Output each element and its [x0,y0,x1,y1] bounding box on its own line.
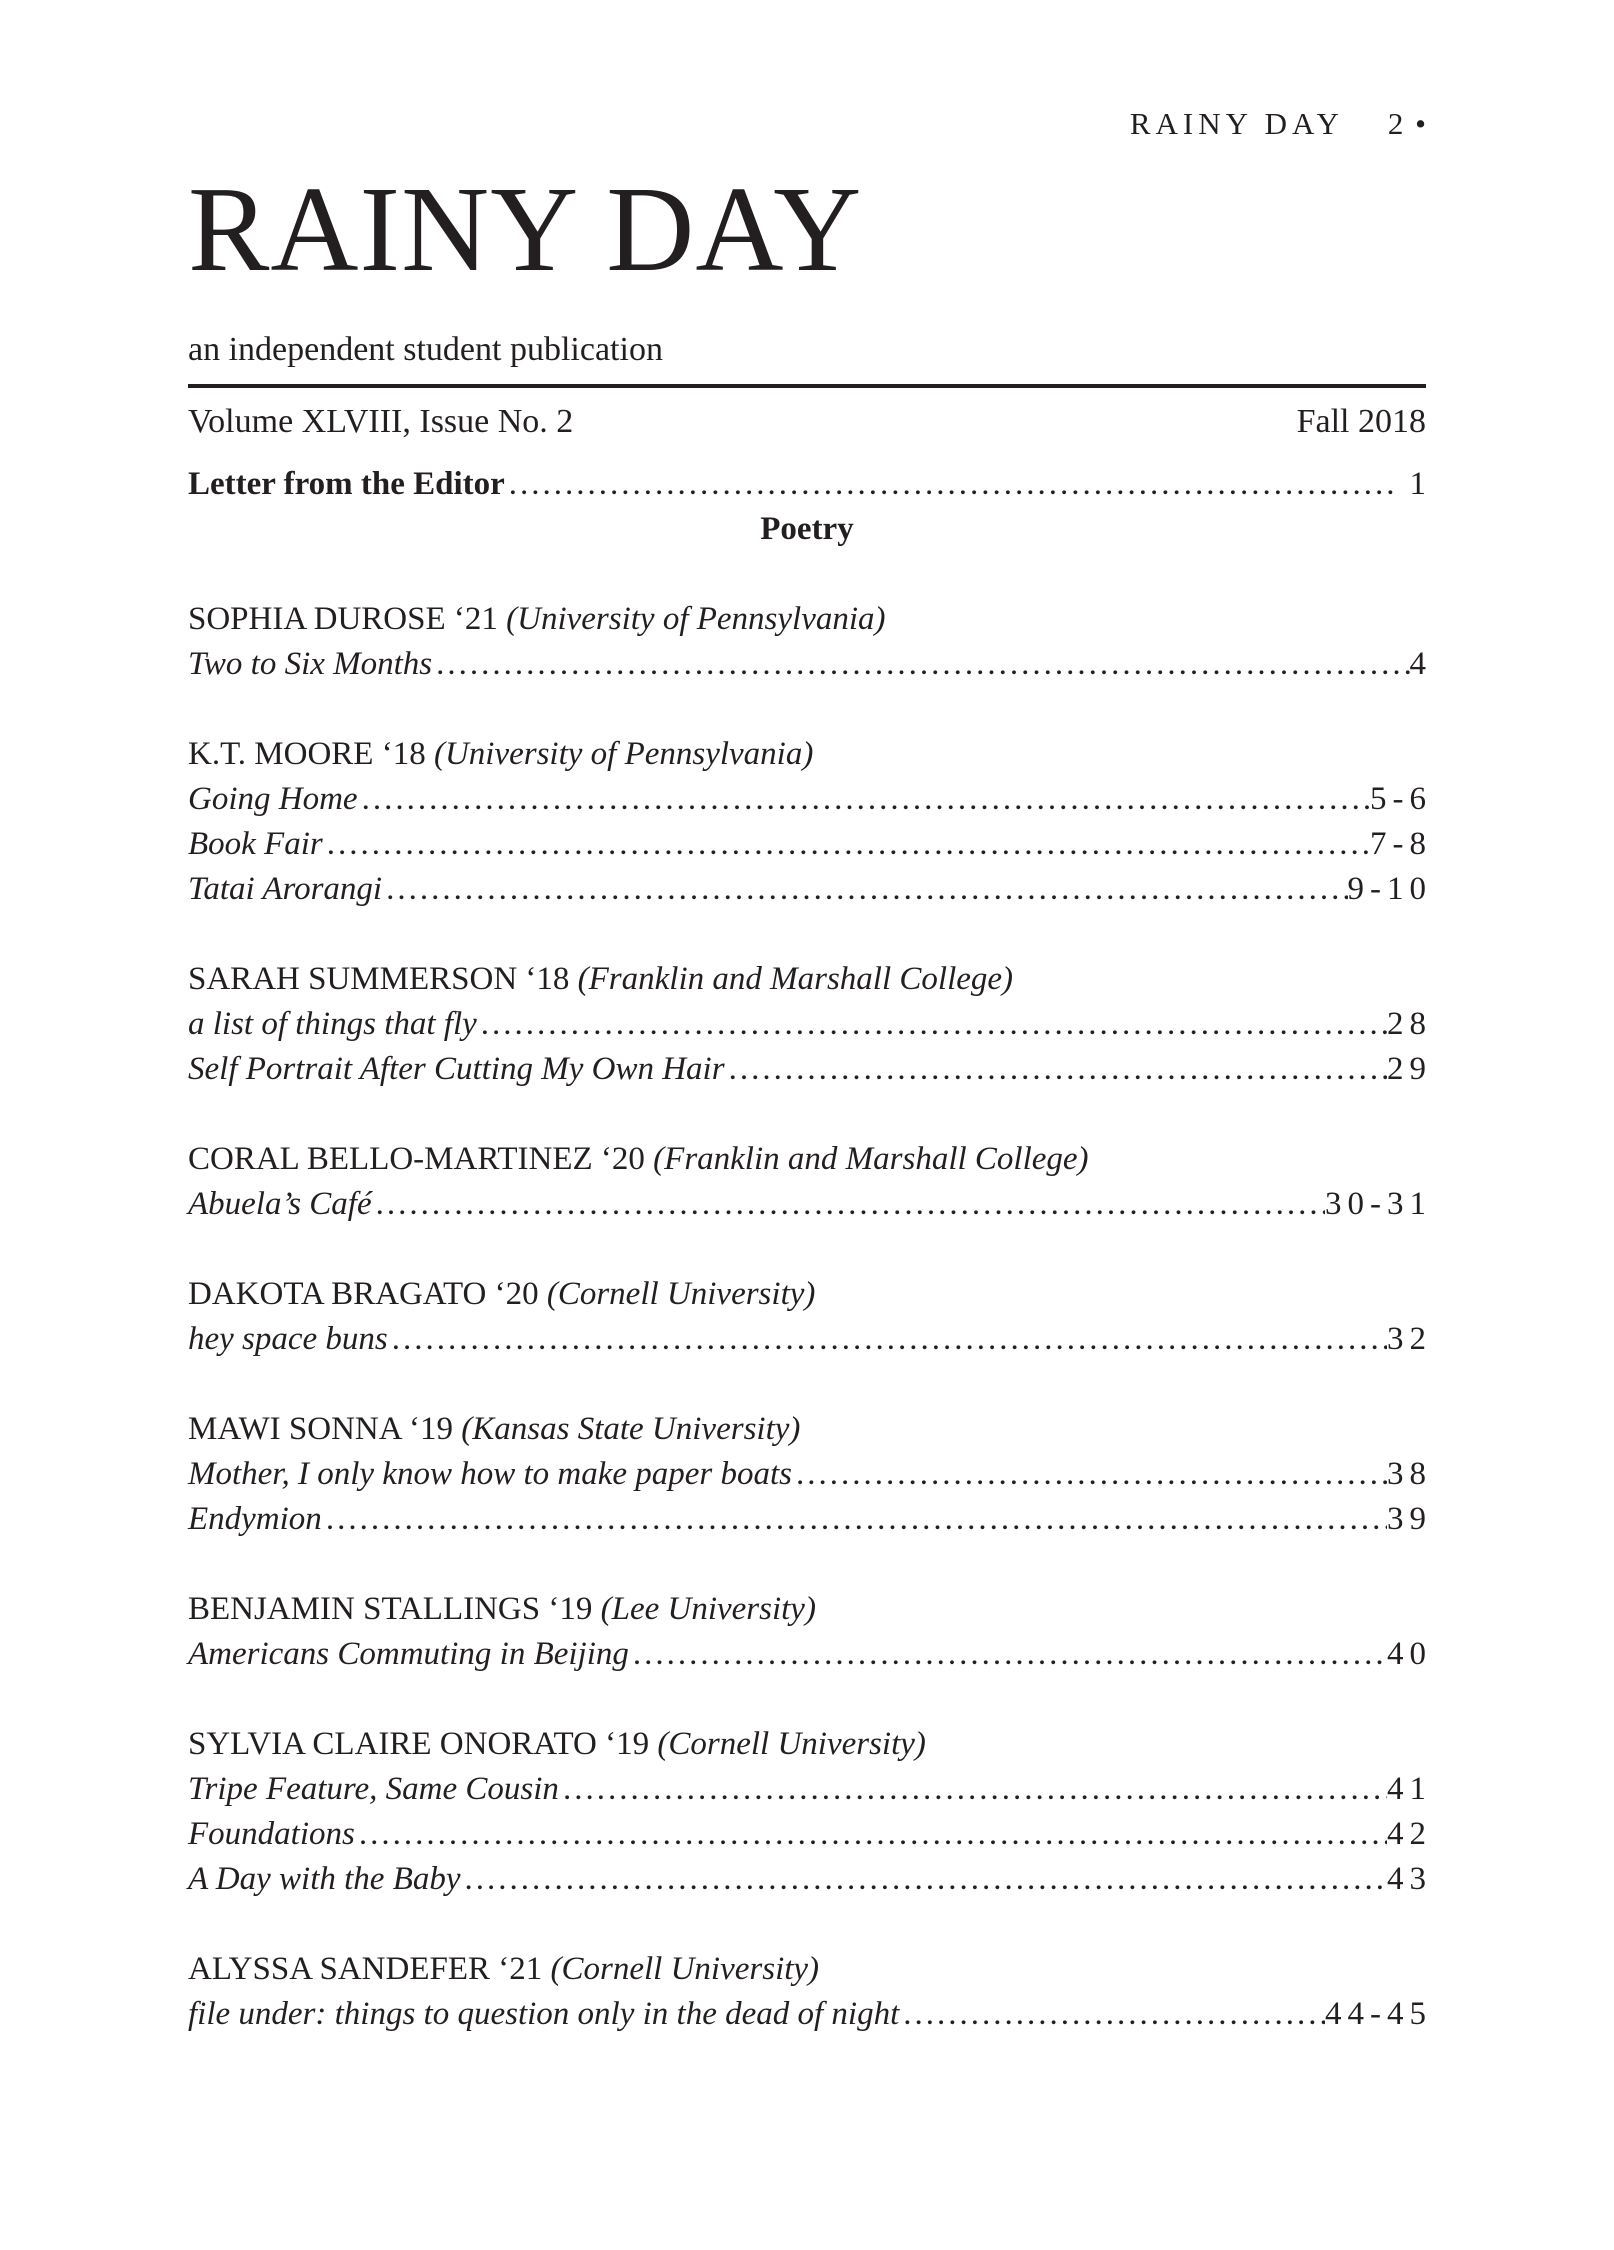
author-heading [188,1272,1426,1317]
toc-entry-letter [188,462,1432,507]
toc-entry [188,1047,1432,1092]
dot-leader [355,1812,1387,1857]
work-page: 5-6 [1370,781,1432,817]
work-page: 43 [1387,1861,1432,1897]
author-heading [188,1722,1426,1767]
running-head-title: RAINY DAY [1129,106,1344,141]
author-affiliation: (University of Pennsylvania) [506,601,886,637]
dot-leader [505,462,1394,507]
author-affiliation: (Cornell University) [657,1726,926,1762]
dot-leader [725,1047,1387,1092]
author-affiliation: (Franklin and Marshall College) [577,961,1014,997]
work-title: Endymion [188,1501,322,1537]
author-affiliation: (Franklin and Marshall College) [653,1141,1089,1177]
section-heading: Poetry [760,511,854,547]
author-name: DAKOTA BRAGATO ‘20 [188,1276,539,1312]
author-affiliation: (University of Pennsylvania) [433,736,814,772]
work-page: 39 [1387,1501,1432,1537]
toc-entry [188,867,1432,912]
work-title: Abuela’s Café [188,1186,372,1222]
author-heading [188,732,1426,777]
dot-leader [899,1992,1325,2037]
dot-leader [461,1857,1387,1902]
author-block [188,1947,1432,2037]
masthead [188,160,1426,442]
author-block [188,957,1432,1092]
publication-title: RAINY DAY [188,162,863,297]
author-block [188,1722,1432,1902]
author-list [188,597,1432,2037]
author-block [188,597,1432,687]
author-affiliation: (Kansas State University) [461,1411,801,1447]
work-page: 40 [1387,1636,1432,1672]
work-title: Tatai Arorangi [188,871,383,907]
work-page: 41 [1387,1771,1432,1807]
toc-entry [188,1452,1432,1497]
work-page: 7-8 [1370,826,1432,862]
work-page: 38 [1387,1456,1432,1492]
toc-entry-title: Letter from the Editor [188,466,505,502]
work-page: 32 [1387,1321,1432,1357]
running-head [1130,106,1428,142]
dot-leader [358,777,1370,822]
author-name: MAWI SONNA ‘19 [188,1411,454,1447]
volume-issue: Volume XLVIII, Issue No. 2 [188,403,574,440]
work-page: 44-45 [1325,1996,1432,2032]
author-name: CORAL BELLO-MARTINEZ ‘20 [188,1141,645,1177]
author-block [188,1407,1432,1542]
page-number: 2 • [1387,106,1428,141]
author-name: SOPHIA DUROSE ‘21 [188,601,498,637]
toc-entry [188,1767,1432,1812]
author-name: SYLVIA CLAIRE ONORATO ‘19 [188,1726,650,1762]
dot-leader [559,1767,1387,1812]
author-block [188,1587,1432,1677]
author-name: ALYSSA SANDEFER ‘21 [188,1951,543,1987]
work-title: A Day with the Baby [188,1861,461,1897]
toc-entry [188,1002,1432,1047]
dot-leader [477,1002,1387,1047]
toc-entry [188,1182,1432,1227]
work-title: Self Portrait After Cutting My Own Hair [188,1051,725,1087]
toc-entry-page: 1 [1409,466,1432,502]
author-heading [188,597,1426,642]
work-title: Two to Six Months [188,646,433,682]
author-name: K.T. MOORE ‘18 [188,736,426,772]
dot-leader [792,1452,1387,1497]
season: Fall 2018 [1296,403,1426,440]
author-name: BENJAMIN STALLINGS ‘19 [188,1591,593,1627]
work-page: 9-10 [1347,871,1432,907]
dot-leader [372,1182,1325,1227]
author-affiliation: (Lee University) [600,1591,816,1627]
dot-leader [629,1632,1387,1677]
work-title: Book Fair [188,826,323,862]
author-heading [188,1587,1426,1632]
author-affiliation: (Cornell University) [546,1276,816,1312]
toc-entry [188,822,1432,867]
work-page: 29 [1387,1051,1432,1087]
author-block [188,1137,1432,1227]
work-page: 30-31 [1325,1186,1432,1222]
author-heading [188,1947,1426,1992]
work-title: a list of things that fly [188,1006,477,1042]
dot-leader [323,822,1370,867]
masthead-rule [188,384,1426,388]
issue-line [188,402,1426,442]
toc-entry [188,1857,1432,1902]
toc-entry [188,1812,1432,1857]
work-title: Americans Commuting in Beijing [188,1636,629,1672]
work-title: hey space buns [188,1321,388,1357]
dot-leader [432,642,1409,687]
table-of-contents [188,462,1432,2082]
work-page: 4 [1409,646,1432,682]
toc-entry [188,1317,1432,1362]
author-block [188,732,1432,912]
author-name: SARAH SUMMERSON ‘18 [188,961,570,997]
work-title: Going Home [188,781,358,817]
toc-entry [188,642,1432,687]
author-heading [188,1407,1426,1452]
dot-leader [382,867,1347,912]
author-affiliation: (Cornell University) [550,1951,820,1987]
work-title: Mother, I only know how to make paper boats [188,1456,793,1492]
dot-leader [388,1317,1387,1362]
work-page: 42 [1387,1816,1432,1852]
dot-leader [322,1497,1387,1542]
toc-entry [188,1497,1432,1542]
work-title: file under: things to question only in the dead of night [188,1996,900,2032]
toc-entry [188,1632,1432,1677]
author-heading [188,1137,1426,1182]
author-block [188,1272,1432,1362]
toc-entry [188,777,1432,822]
toc-entry [188,1992,1432,2037]
author-heading [188,957,1426,1002]
publication-subtitle: an independent student publication [188,331,663,368]
work-title: Foundations [188,1816,355,1852]
work-page: 28 [1387,1006,1432,1042]
work-title: Tripe Feature, Same Cousin [188,1771,559,1807]
